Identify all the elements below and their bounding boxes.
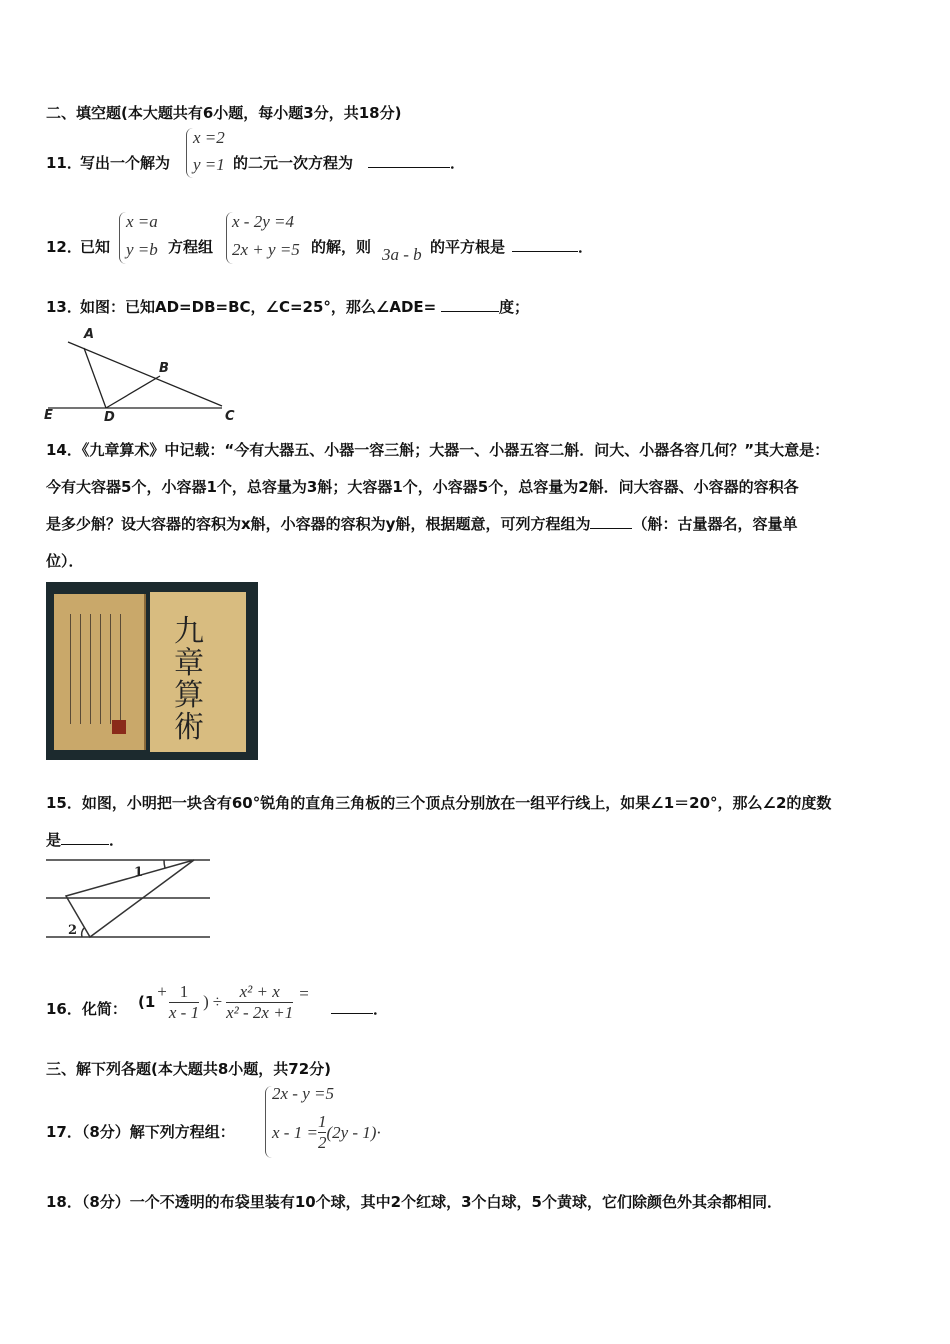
q18-text: 18．（8分）一个不透明的布袋里装有10个球，其中2个红球，3个白球，5个黄球，它们除颜色外其余都相同． [46, 1193, 783, 1211]
q15-line-2-text: 是 [46, 831, 62, 849]
q11-pre: 写出一个解为 [80, 154, 171, 172]
q14-line-3-text: 是多少斛？设大容器的容积为x斛，小容器的容积为y斛，根据题意，可列方程组为 [46, 515, 591, 533]
q12-post: 的平方根是 [430, 238, 506, 256]
eq2-left: x - 1 = [272, 1122, 318, 1142]
q14-line-2: 今有大容器5个，小容器1个，总容量为3斛；大容器1个，小容器5个，总容量为2斛．问大容器、小容器的容积各 [46, 478, 799, 496]
open-paren: (1 [138, 993, 156, 1011]
label-b: B [159, 361, 169, 376]
book-right-page [150, 592, 246, 752]
numerator: x² + x [239, 981, 280, 1001]
q12-expr: 3a - b [382, 245, 422, 264]
period: ． [578, 238, 594, 256]
q14-line-3-post: （斛：古量器名，容量单 [632, 515, 798, 533]
q13-answer-blank[interactable] [441, 296, 529, 317]
q15-answer-blank[interactable] [61, 830, 109, 845]
q15-line-2 [46, 829, 124, 850]
q12-pre: 已知 [80, 238, 111, 256]
q12-sol2: y =b [126, 240, 158, 259]
q12-sol1: x =a [126, 212, 158, 231]
q16-label: 16．化简： [46, 1000, 127, 1018]
unit: 度； [499, 298, 530, 316]
q12-mid: 方程组 [168, 238, 214, 256]
q14-answer-blank[interactable] [590, 514, 632, 529]
label-c: C [225, 409, 235, 424]
fraction-1 [169, 982, 199, 1023]
q17-text: 17．（8分）解下列方程组： [46, 1123, 235, 1141]
equals: = [299, 984, 309, 1003]
fraction-2 [226, 982, 293, 1023]
divide: ÷ [212, 992, 223, 1011]
q11-eq2: y =1 [193, 155, 225, 174]
book-left-page [54, 594, 146, 750]
plus: + [157, 982, 167, 1001]
period: · [376, 1122, 381, 1142]
book-image [46, 582, 258, 760]
q15-line-1: 15．如图，小明把一块含有60°锐角的直角三角板的三个顶点分别放在一组平行线上，如果∠1＝20°，那么∠2的度数 [46, 794, 832, 812]
q12-eq1: x - 2y =4 [232, 212, 294, 231]
section-3-title: 三、解下列各题(本大题共8小题，共72分) [46, 1060, 332, 1078]
section-2-title: 二、填空题(本大题共有6小题，每小题3分，共18分) [46, 104, 402, 122]
seal [112, 720, 126, 734]
period: ． [450, 154, 466, 172]
brace [119, 212, 126, 264]
q14-line-3 [46, 513, 797, 534]
period: ． [109, 831, 125, 849]
line-db [106, 376, 160, 408]
q12-mid2: 的解，则 [311, 238, 372, 256]
numerator: 1 [317, 1112, 327, 1131]
q11-post: 的二元一次方程为 [233, 154, 354, 172]
q14-line-4: 位）． [46, 552, 84, 570]
eq2-right: (2y - 1) [326, 1122, 377, 1142]
denominator: 2 [317, 1133, 327, 1152]
label-e: E [44, 408, 53, 423]
denominator: x² - 2x +1 [226, 1002, 294, 1022]
q13-figure [40, 322, 240, 424]
q16-expression [138, 974, 313, 1030]
q17-eq1: 2x - y =5 [272, 1084, 334, 1103]
angle-2-arc [82, 928, 84, 937]
brace [186, 128, 193, 178]
angle-1-arc [164, 860, 165, 868]
label-d: D [104, 410, 115, 424]
q16-answer-blank[interactable] [331, 998, 388, 1019]
line-ac [68, 342, 222, 406]
q14-line-1: 14．《九章算术》中记载：“今有大器五、小器一容三斛；大器一、小器五容二斛．问大、小器各容几何？”其大意是： [46, 441, 830, 459]
q17-eq2 [272, 1112, 381, 1153]
q11-eq1: x =2 [193, 128, 225, 147]
denominator: x - 1 [168, 1002, 200, 1022]
period: ． [373, 1000, 389, 1018]
brace [265, 1086, 272, 1158]
fraction-half [318, 1112, 327, 1153]
q11-answer-blank[interactable] [368, 152, 465, 173]
q11-number: 11． [46, 154, 82, 172]
book-title: 九章算術 [174, 614, 204, 745]
q15-figure [44, 852, 214, 944]
angle-label-2: 2 [68, 923, 78, 938]
q12-answer-blank[interactable] [512, 236, 593, 257]
q13-number: 13． [46, 298, 82, 316]
q13-text: 如图：已知AD=DB=BC，∠C=25°，那么∠ADE= [80, 298, 437, 316]
label-a: A [84, 327, 95, 342]
close-paren: ) [203, 992, 209, 1011]
q12-eq2: 2x + y =5 [232, 240, 300, 259]
numerator: 1 [179, 981, 189, 1001]
q12-number: 12． [46, 238, 82, 256]
book-text-columns [64, 614, 130, 724]
angle-label-1: 1 [134, 865, 144, 880]
